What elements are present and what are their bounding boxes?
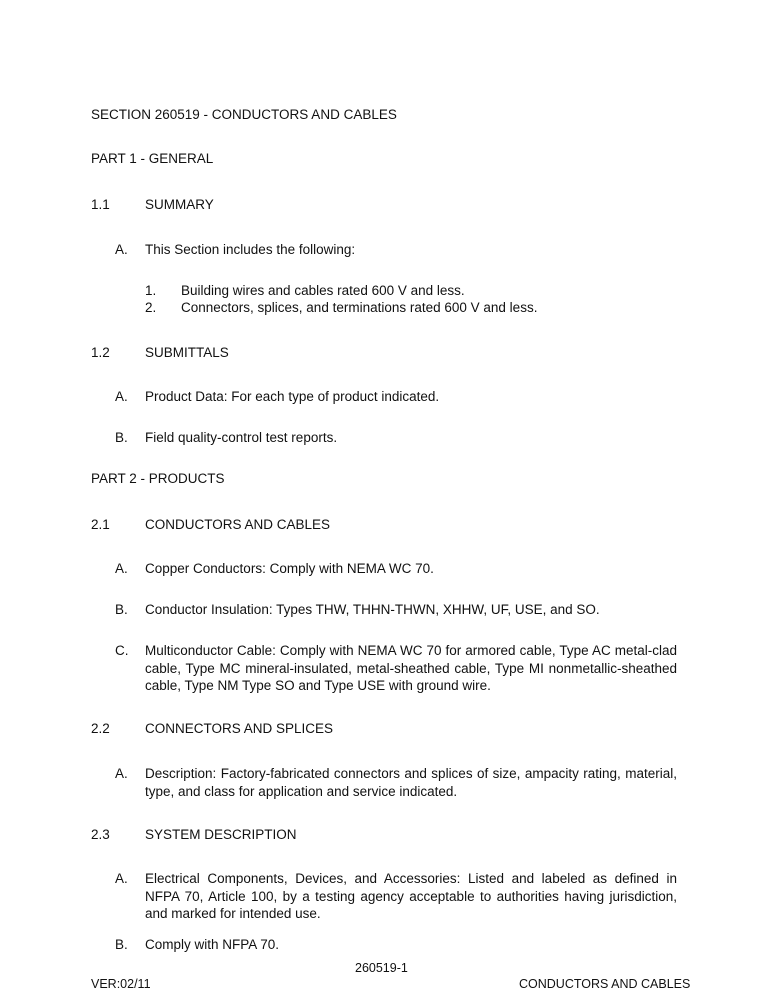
section-title: SECTION 260519 - CONDUCTORS AND CABLES xyxy=(91,107,397,122)
paragraph-2-3-a-text: Electrical Components, Devices, and Accessories: Listed and labeled as defined in NFPA 70, Article 100, by a testing agency acceptable to authorities having jurisdiction, and marked for intended use. xyxy=(145,871,677,921)
item-1-text: Building wires and cables rated 600 V and less. xyxy=(181,283,465,298)
paragraph-1-2-a-text: Product Data: For each type of product indicated. xyxy=(145,389,440,404)
footer-section-name: CONDUCTORS AND CABLES xyxy=(519,977,691,991)
article-2-2-number: 2.2 xyxy=(91,721,110,736)
paragraph-2-1-b-text: Conductor Insulation: Types THW, THHN-THWN, XHHW, UF, USE, and SO. xyxy=(145,602,600,617)
footer-page-number: 260519-1 xyxy=(355,961,408,975)
article-2-3-heading: SYSTEM DESCRIPTION xyxy=(145,827,297,842)
paragraph-1-1-a-text: This Section includes the following: xyxy=(145,242,356,257)
paragraph-2-3-b-text: Comply with NFPA 70. xyxy=(145,937,280,952)
article-2-1-heading: CONDUCTORS AND CABLES xyxy=(145,517,331,532)
item-1-number: 1. xyxy=(145,283,157,298)
article-1-1-number: 1.1 xyxy=(91,197,110,212)
footer-version: VER:02/11 xyxy=(91,977,151,991)
paragraph-1-2-b-letter: B. xyxy=(115,430,128,445)
article-1-2-number: 1.2 xyxy=(91,345,110,360)
paragraph-2-1-c-letter: C. xyxy=(115,643,129,658)
article-2-2-heading: CONNECTORS AND SPLICES xyxy=(145,721,334,736)
paragraph-1-2-b-text: Field quality-control test reports. xyxy=(145,430,338,445)
item-2-text: Connectors, splices, and terminations rated 600 V and less. xyxy=(181,300,538,315)
item-2-number: 2. xyxy=(145,300,157,315)
article-2-3-number: 2.3 xyxy=(91,827,110,842)
paragraph-1-2-a-letter: A. xyxy=(115,389,128,404)
paragraph-2-1-b-letter: B. xyxy=(115,602,128,617)
part-1-title: PART 1 - GENERAL xyxy=(91,151,214,166)
paragraph-2-1-a-text: Copper Conductors: Comply with NEMA WC 70. xyxy=(145,561,434,576)
article-2-1-number: 2.1 xyxy=(91,517,110,532)
paragraph-2-1-c-text: Multiconductor Cable: Comply with NEMA WC 70 for armored cable, Type AC metal-clad cable, Type MC mineral-insulated, metal-sheathed cable, Type MI nonmetallic-sheathed cable, Type NM Type SO and Type USE with ground wire. xyxy=(145,643,677,693)
part-2-title: PART 2 - PRODUCTS xyxy=(91,471,225,486)
article-1-2-heading: SUBMITTALS xyxy=(145,345,229,360)
paragraph-2-3-a-letter: A. xyxy=(115,871,128,886)
paragraph-2-1-a-letter: A. xyxy=(115,561,128,576)
paragraph-1-1-a-letter: A. xyxy=(115,242,128,257)
paragraph-2-2-a-letter: A. xyxy=(115,766,128,781)
paragraph-2-3-b-letter: B. xyxy=(115,937,128,952)
article-1-1-heading: SUMMARY xyxy=(145,197,214,212)
paragraph-2-2-a-text: Description: Factory-fabricated connectors and splices of size, ampacity rating, material, type, and class for application and service indicated. xyxy=(145,766,677,799)
